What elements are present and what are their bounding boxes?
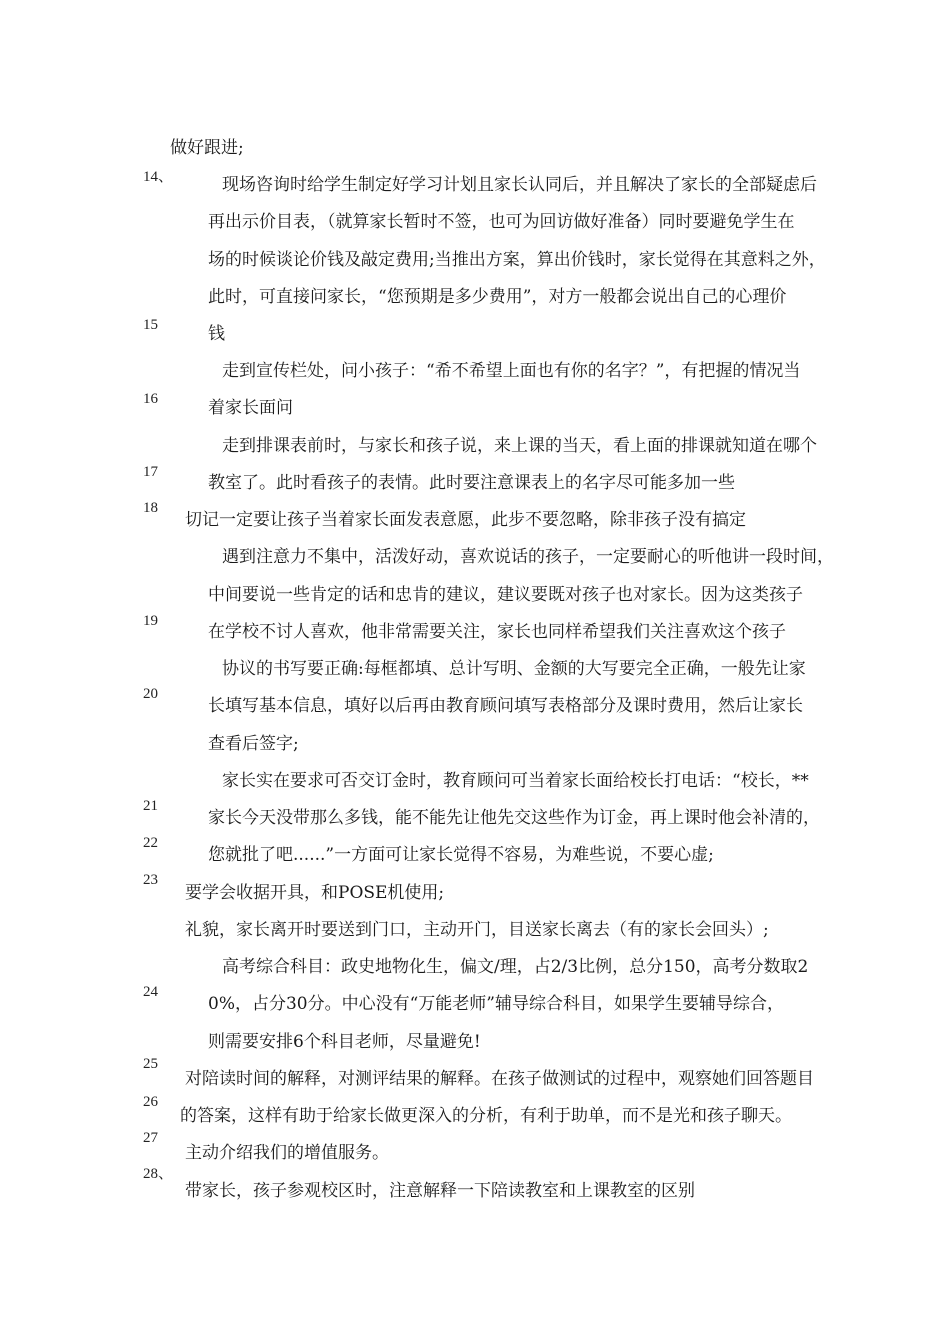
item-number-20: 20 (143, 686, 158, 702)
item-number-23: 23 (143, 872, 158, 888)
item-number-27: 27 (143, 1130, 158, 1146)
text-line: 走到宣传栏处，问小孩子：“希不希望上面也有你的名字？”，有把握的情况当 (222, 361, 801, 381)
item-number-28: 28、 (143, 1166, 174, 1182)
text-line: 在学校不讨人喜欢，他非常需要关注，家长也同样希望我们关注喜欢这个孩子 (208, 622, 786, 642)
text-line: 此时，可直接问家长，“您预期是多少费用”，对方一般都会说出自己的心理价 (208, 287, 787, 307)
text-line: 0%，占分30分。中心没有“万能老师”辅导综合科目，如果学生要辅导综合， (208, 994, 784, 1014)
text-line: 则需要安排6个科目老师，尽量避免! (208, 1032, 481, 1052)
item-number-15: 15 (143, 317, 158, 333)
text-line: 教室了。此时看孩子的表情。此时要注意课表上的名字尽可能多加一些 (208, 473, 735, 493)
text-line: 中间要说一些肯定的话和忠肯的建议，建议要既对孩子也对家长。因为这类孩子 (208, 585, 803, 605)
text-line: 再出示价目表，（就算家长暂时不签，也可为回访做好准备）同时要避免学生在 (208, 212, 795, 232)
text-line: 做好跟进; (170, 138, 244, 158)
item-number-26: 26 (143, 1094, 158, 1110)
text-line: 的答案，这样有助于给家长做更深入的分析，有利于助单，而不是光和孩子聊天。 (180, 1106, 792, 1126)
text-line: 主动介绍我们的增值服务。 (185, 1143, 389, 1163)
item-number-19: 19 (143, 613, 158, 629)
item-number-18: 18 (143, 500, 158, 516)
item-number-21: 21 (143, 798, 158, 814)
text-line: 家长实在要求可否交订金时，教育顾问可当着家长面给校长打电话：“校长，** (222, 771, 809, 791)
text-line: 高考综合科目：政史地物化生，偏文/理，占2/3比例，总分150，高考分数取2 (222, 957, 809, 977)
text-line: 查看后签字; (208, 734, 299, 754)
text-line: 长填写基本信息，填好以后再由教育顾问填写表格部分及课时费用，然后让家长 (208, 696, 803, 716)
text-line: 现场咨询时给学生制定好学习计划且家长认同后，并且解决了家长的全部疑虑后 (222, 175, 817, 195)
item-number-17: 17 (143, 464, 158, 480)
text-line: 场的时候谈论价钱及敲定费用;当推出方案，算出价钱时，家长觉得在其意料之外， (208, 250, 826, 270)
text-line: 着家长面问 (208, 398, 293, 418)
item-number-14: 14、 (143, 169, 174, 185)
item-number-22: 22 (143, 835, 158, 851)
text-line: 钱 (208, 324, 225, 344)
text-line: 家长今天没带那么多钱，能不能先让他先交这些作为订金，再上课时他会补清的， (208, 808, 820, 828)
text-line: 您就批了吧......”一方面可让家长觉得不容易，为难些说，不要心虚; (208, 845, 714, 865)
text-line: 协议的书写要正确:每框都填、总计写明、金额的大写要完全正确，一般先让家 (222, 659, 806, 679)
text-line: 带家长，孩子参观校区时，注意解释一下陪读教室和上课教室的区别 (185, 1181, 695, 1201)
text-line: 要学会收据开具，和POSE机使用; (185, 883, 445, 903)
text-line: 走到排课表前时，与家长和孩子说，来上课的当天，看上面的排课就知道在哪个 (222, 436, 817, 456)
item-number-24: 24 (143, 984, 158, 1000)
item-number-16: 16 (143, 391, 158, 407)
text-line: 切记一定要让孩子当着家长面发表意愿，此步不要忽略，除非孩子没有搞定 (185, 510, 746, 530)
item-number-25: 25 (143, 1056, 158, 1072)
text-line: 遇到注意力不集中，活泼好动，喜欢说话的孩子，一定要耐心的听他讲一段时间， (222, 547, 834, 567)
text-line: 对陪读时间的解释，对测评结果的解释。在孩子做测试的过程中，观察她们回答题目 (185, 1069, 814, 1089)
text-line: 礼貌，家长离开时要送到门口，主动开门，目送家长离去（有的家长会回头）; (185, 920, 769, 940)
